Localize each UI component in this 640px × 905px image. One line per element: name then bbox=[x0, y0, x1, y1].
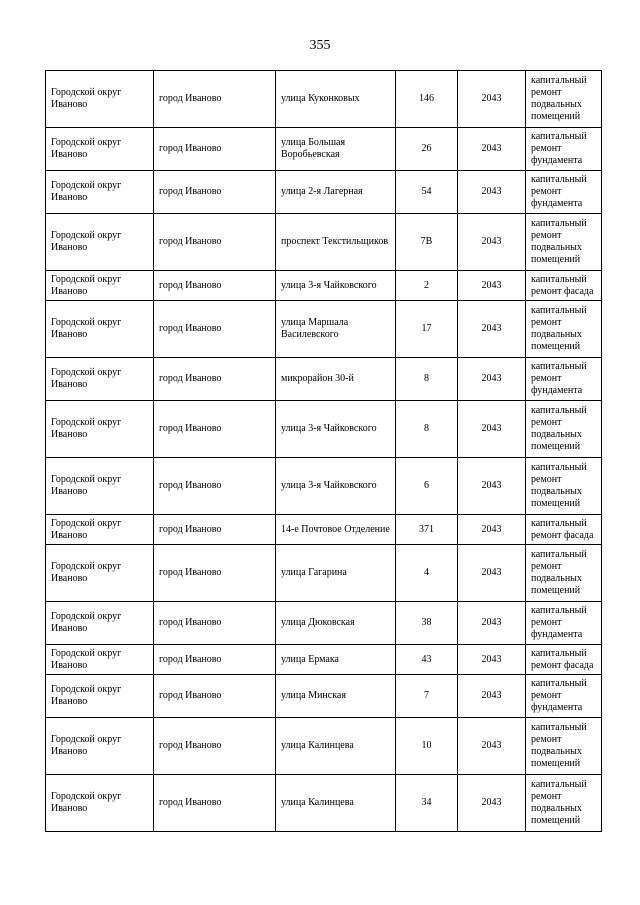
settlement-cell: город Иваново bbox=[154, 214, 276, 271]
table-row bbox=[46, 358, 602, 401]
house-number-cell: 2 bbox=[396, 271, 458, 301]
table-row bbox=[46, 458, 602, 515]
street-cell: улица Дюковская bbox=[276, 602, 396, 645]
municipality-cell: Городской округ Иваново bbox=[46, 718, 154, 775]
table-row bbox=[46, 128, 602, 171]
work-type-cell: капитальный ремонт фундамента bbox=[526, 171, 602, 214]
settlement-cell: город Иваново bbox=[154, 675, 276, 718]
work-type-cell: капитальный ремонт подвальных помещений bbox=[526, 775, 602, 832]
settlement-cell: город Иваново bbox=[154, 718, 276, 775]
work-type-cell: капитальный ремонт фасада bbox=[526, 515, 602, 545]
settlement-cell: город Иваново bbox=[154, 358, 276, 401]
year-cell: 2043 bbox=[458, 128, 526, 171]
street-cell: улица 3-я Чайковского bbox=[276, 458, 396, 515]
year-cell: 2043 bbox=[458, 545, 526, 602]
municipality-cell: Городской округ Иваново bbox=[46, 675, 154, 718]
settlement-cell: город Иваново bbox=[154, 545, 276, 602]
year-cell: 2043 bbox=[458, 214, 526, 271]
work-type-cell: капитальный ремонт фундамента bbox=[526, 602, 602, 645]
municipality-cell: Городской округ Иваново bbox=[46, 301, 154, 358]
settlement-cell: город Иваново bbox=[154, 775, 276, 832]
municipality-cell: Городской округ Иваново bbox=[46, 458, 154, 515]
table-row bbox=[46, 171, 602, 214]
year-cell: 2043 bbox=[458, 675, 526, 718]
municipality-cell: Городской округ Иваново bbox=[46, 401, 154, 458]
settlement-cell: город Иваново bbox=[154, 171, 276, 214]
street-cell: улица Гагарина bbox=[276, 545, 396, 602]
settlement-cell: город Иваново bbox=[154, 602, 276, 645]
settlement-cell: город Иваново bbox=[154, 128, 276, 171]
municipality-cell: Городской округ Иваново bbox=[46, 602, 154, 645]
house-number-cell: 8 bbox=[396, 401, 458, 458]
municipality-cell: Городской округ Иваново bbox=[46, 128, 154, 171]
settlement-cell: город Иваново bbox=[154, 401, 276, 458]
house-number-cell: 6 bbox=[396, 458, 458, 515]
house-number-cell: 54 bbox=[396, 171, 458, 214]
house-number-cell: 371 bbox=[396, 515, 458, 545]
settlement-cell: город Иваново bbox=[154, 301, 276, 358]
house-number-cell: 146 bbox=[396, 71, 458, 128]
settlement-cell: город Иваново bbox=[154, 71, 276, 128]
street-cell: микрорайон 30-й bbox=[276, 358, 396, 401]
table-row bbox=[46, 545, 602, 602]
house-number-cell: 34 bbox=[396, 775, 458, 832]
municipality-cell: Городской округ Иваново bbox=[46, 358, 154, 401]
street-cell: улица 3-я Чайковского bbox=[276, 401, 396, 458]
table-row bbox=[46, 271, 602, 301]
house-number-cell: 10 bbox=[396, 718, 458, 775]
street-cell: улица 2-я Лагерная bbox=[276, 171, 396, 214]
table-row bbox=[46, 602, 602, 645]
year-cell: 2043 bbox=[458, 515, 526, 545]
work-type-cell: капитальный ремонт подвальных помещений bbox=[526, 718, 602, 775]
municipality-cell: Городской округ Иваново bbox=[46, 645, 154, 675]
work-type-cell: капитальный ремонт подвальных помещений bbox=[526, 401, 602, 458]
work-type-cell: капитальный ремонт фасада bbox=[526, 271, 602, 301]
settlement-cell: город Иваново bbox=[154, 271, 276, 301]
settlement-cell: город Иваново bbox=[154, 645, 276, 675]
house-number-cell: 17 bbox=[396, 301, 458, 358]
table-row bbox=[46, 401, 602, 458]
work-type-cell: капитальный ремонт фундамента bbox=[526, 358, 602, 401]
street-cell: улица Ермака bbox=[276, 645, 396, 675]
street-cell: улица Маршала Василевского bbox=[276, 301, 396, 358]
table-row bbox=[46, 515, 602, 545]
table-row bbox=[46, 301, 602, 358]
house-number-cell: 4 bbox=[396, 545, 458, 602]
work-type-cell: капитальный ремонт подвальных помещений bbox=[526, 545, 602, 602]
work-type-cell: капитальный ремонт подвальных помещений bbox=[526, 301, 602, 358]
table-row bbox=[46, 718, 602, 775]
year-cell: 2043 bbox=[458, 71, 526, 128]
house-number-cell: 38 bbox=[396, 602, 458, 645]
house-number-cell: 7 bbox=[396, 675, 458, 718]
year-cell: 2043 bbox=[458, 358, 526, 401]
municipality-cell: Городской округ Иваново bbox=[46, 515, 154, 545]
street-cell: 14-е Почтовое Отделение bbox=[276, 515, 396, 545]
table-row bbox=[46, 775, 602, 832]
municipality-cell: Городской округ Иваново bbox=[46, 214, 154, 271]
year-cell: 2043 bbox=[458, 645, 526, 675]
work-type-cell: капитальный ремонт фасада bbox=[526, 645, 602, 675]
year-cell: 2043 bbox=[458, 458, 526, 515]
year-cell: 2043 bbox=[458, 271, 526, 301]
house-number-cell: 26 bbox=[396, 128, 458, 171]
street-cell: улица Минская bbox=[276, 675, 396, 718]
table-row bbox=[46, 214, 602, 271]
year-cell: 2043 bbox=[458, 171, 526, 214]
settlement-cell: город Иваново bbox=[154, 458, 276, 515]
street-cell: улица Куконковых bbox=[276, 71, 396, 128]
table-row bbox=[46, 675, 602, 718]
municipality-cell: Городской округ Иваново bbox=[46, 775, 154, 832]
settlement-cell: город Иваново bbox=[154, 515, 276, 545]
page-number: 355 bbox=[309, 38, 331, 53]
table-row bbox=[46, 645, 602, 675]
street-cell: улица Калинцева bbox=[276, 775, 396, 832]
table-row bbox=[46, 71, 602, 128]
street-cell: улица Большая Воробьевская bbox=[276, 128, 396, 171]
work-type-cell: капитальный ремонт подвальных помещений bbox=[526, 214, 602, 271]
work-type-cell: капитальный ремонт подвальных помещений bbox=[526, 458, 602, 515]
housing-repair-table bbox=[45, 70, 602, 832]
work-type-cell: капитальный ремонт фундамента bbox=[526, 128, 602, 171]
year-cell: 2043 bbox=[458, 775, 526, 832]
year-cell: 2043 bbox=[458, 401, 526, 458]
house-number-cell: 43 bbox=[396, 645, 458, 675]
municipality-cell: Городской округ Иваново bbox=[46, 271, 154, 301]
municipality-cell: Городской округ Иваново bbox=[46, 171, 154, 214]
municipality-cell: Городской округ Иваново bbox=[46, 545, 154, 602]
street-cell: улица Калинцева bbox=[276, 718, 396, 775]
year-cell: 2043 bbox=[458, 602, 526, 645]
street-cell: проспект Текстильщиков bbox=[276, 214, 396, 271]
work-type-cell: капитальный ремонт фундамента bbox=[526, 675, 602, 718]
year-cell: 2043 bbox=[458, 301, 526, 358]
municipality-cell: Городской округ Иваново bbox=[46, 71, 154, 128]
year-cell: 2043 bbox=[458, 718, 526, 775]
house-number-cell: 8 bbox=[396, 358, 458, 401]
work-type-cell: капитальный ремонт подвальных помещений bbox=[526, 71, 602, 128]
street-cell: улица 3-я Чайковского bbox=[276, 271, 396, 301]
house-number-cell: 7В bbox=[396, 214, 458, 271]
